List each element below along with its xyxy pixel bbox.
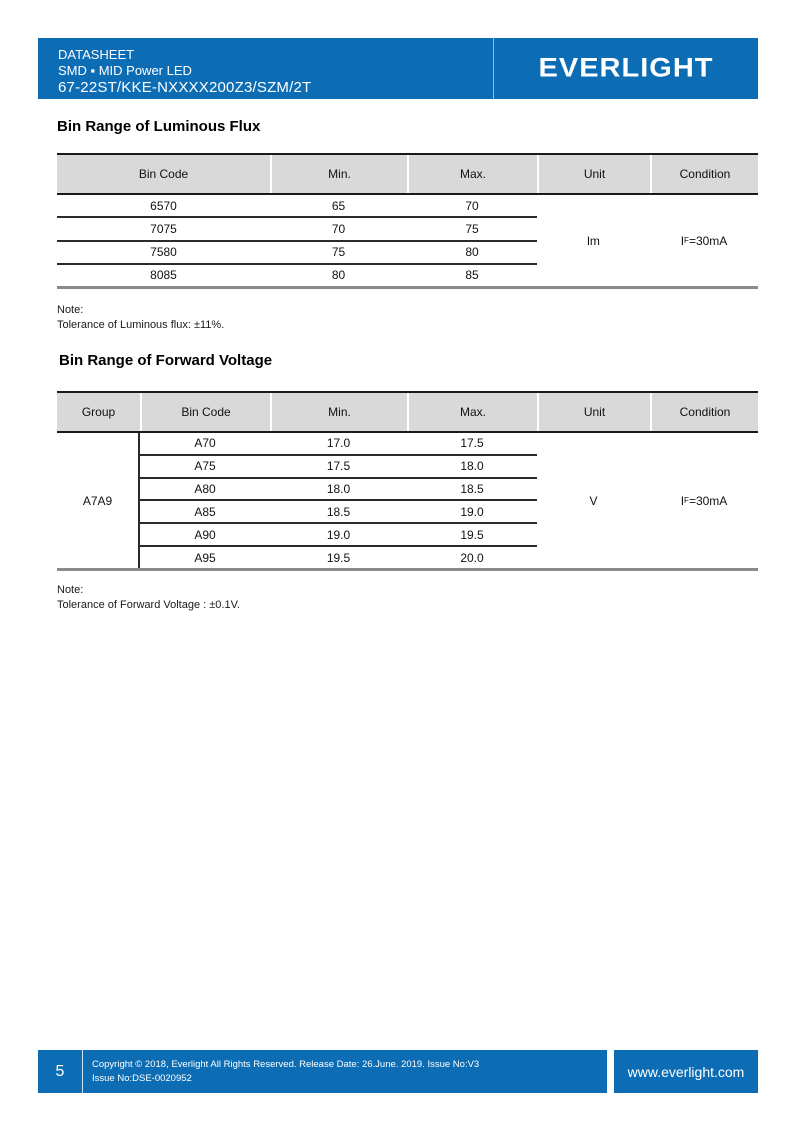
- note-label: Note:: [57, 304, 84, 316]
- col-header-unit: Unit: [537, 155, 650, 193]
- cell-min: 75: [331, 245, 346, 260]
- cell-min: 70: [331, 221, 346, 236]
- cell-min: 18.5: [326, 504, 351, 519]
- forward-voltage-title: Bin Range of Forward Voltage: [59, 352, 273, 369]
- header-bar: [38, 38, 758, 99]
- cell-min: 17.0: [326, 436, 351, 451]
- note-text: Tolerance of Luminous flux: ±11%.: [57, 319, 225, 331]
- cell-max: 75: [465, 221, 479, 236]
- luminous-flux-table-header: [57, 155, 758, 195]
- footer-copyright-line: Copyright © 2018, Everlight All Rights Reserved. Release Date: 26.June. 2019. Issue No:V3: [92, 1058, 480, 1070]
- cell-min: 19.5: [326, 550, 351, 565]
- cell-max: 85: [465, 268, 479, 283]
- cell-min: 65: [331, 198, 346, 213]
- cell-min: 18.0: [326, 482, 351, 497]
- table-row: [140, 547, 537, 568]
- forward-voltage-rows: [140, 433, 537, 568]
- cell-bin-code: A90: [194, 527, 216, 542]
- forward-voltage-note: [57, 583, 240, 613]
- col-header-bin-code: Bin Code: [138, 167, 189, 181]
- footer-issue-line: Issue No:DSE-0020952: [92, 1072, 192, 1084]
- cell-bin-code: A70: [194, 436, 216, 451]
- forward-voltage-table-header: [57, 393, 758, 433]
- condition-cell: [650, 195, 758, 286]
- cell-max: 18.0: [460, 459, 484, 474]
- footer-main-block: [38, 1050, 607, 1093]
- header-logo-block: [493, 38, 758, 99]
- footer-website-link[interactable]: www.everlight.com: [614, 1050, 758, 1093]
- everlight-logo: EVERLIGHT: [538, 53, 714, 83]
- cell-min: 17.5: [326, 459, 351, 474]
- table-row: [140, 433, 537, 456]
- luminous-flux-rows: [57, 195, 537, 286]
- col-header-condition: Condition: [650, 155, 758, 193]
- luminous-flux-title: Bin Range of Luminous Flux: [57, 118, 261, 135]
- unit-cell: lm: [587, 233, 600, 248]
- condition-value: =30mA: [688, 493, 728, 508]
- condition-subscript: F: [684, 496, 689, 505]
- luminous-flux-note: [57, 303, 224, 333]
- cell-max: 19.0: [460, 504, 484, 519]
- cell-bin-code: A85: [194, 504, 216, 519]
- cell-max: 20.0: [460, 550, 484, 565]
- col-header-unit: Unit: [537, 393, 650, 431]
- footer-divider-gap: [607, 1050, 614, 1093]
- table-row: [140, 524, 537, 547]
- cell-max: 80: [465, 245, 479, 260]
- cell-bin-code: A80: [194, 482, 216, 497]
- header-part-number: 67-22ST/KKE-NXXXX200Z3/SZM/2T: [58, 79, 312, 96]
- col-header-group: Group: [81, 405, 116, 419]
- cell-min: 80: [331, 268, 346, 283]
- header-doc-type: DATASHEET: [58, 47, 135, 62]
- cell-max: 18.5: [460, 482, 484, 497]
- cell-bin-code: 7580: [150, 245, 177, 260]
- table-row: [57, 195, 537, 218]
- condition-symbol: I: [680, 493, 685, 508]
- condition-value: =30mA: [688, 233, 728, 248]
- forward-voltage-table-body: [57, 433, 758, 571]
- forward-voltage-table: [57, 391, 758, 571]
- table-row: [140, 456, 537, 479]
- col-header-max: Max.: [407, 155, 537, 193]
- col-header-bin-code: Bin Code: [140, 393, 270, 431]
- note-label: Note:: [57, 584, 84, 596]
- col-header-condition: Condition: [650, 393, 758, 431]
- cell-max: 70: [465, 198, 479, 213]
- cell-max: 17.5: [460, 436, 484, 451]
- cell-bin-code: 6570: [150, 198, 177, 213]
- cell-bin-code: A95: [194, 550, 216, 565]
- header-product-family: SMD ▪ MID Power LED: [58, 63, 192, 78]
- condition-symbol: I: [680, 233, 685, 248]
- col-header-min: Min.: [270, 155, 407, 193]
- header-text-block: [38, 38, 493, 99]
- cell-bin-code: 7075: [150, 221, 177, 236]
- col-header-max: Max.: [407, 393, 537, 431]
- col-header-min: Min.: [270, 393, 407, 431]
- luminous-flux-table-body: [57, 195, 758, 289]
- group-cell: A7A9: [57, 433, 140, 568]
- footer-copyright-block: [83, 1050, 607, 1093]
- table-row: [140, 501, 537, 524]
- unit-cell: V: [589, 493, 598, 508]
- cell-min: 19.0: [326, 527, 351, 542]
- cell-max: 19.5: [460, 527, 484, 542]
- page-number: 5: [38, 1050, 83, 1093]
- cell-bin-code: 8085: [150, 268, 177, 283]
- table-row: [57, 218, 537, 241]
- table-row: [57, 265, 537, 286]
- note-text: Tolerance of Forward Voltage : ±0.1V.: [57, 599, 240, 611]
- table-row: [57, 242, 537, 265]
- luminous-flux-table: [57, 153, 758, 289]
- table-row: [140, 479, 537, 502]
- condition-subscript: F: [684, 236, 689, 245]
- cell-bin-code: A75: [194, 459, 216, 474]
- footer-bar: [38, 1050, 758, 1093]
- condition-cell: [650, 433, 758, 568]
